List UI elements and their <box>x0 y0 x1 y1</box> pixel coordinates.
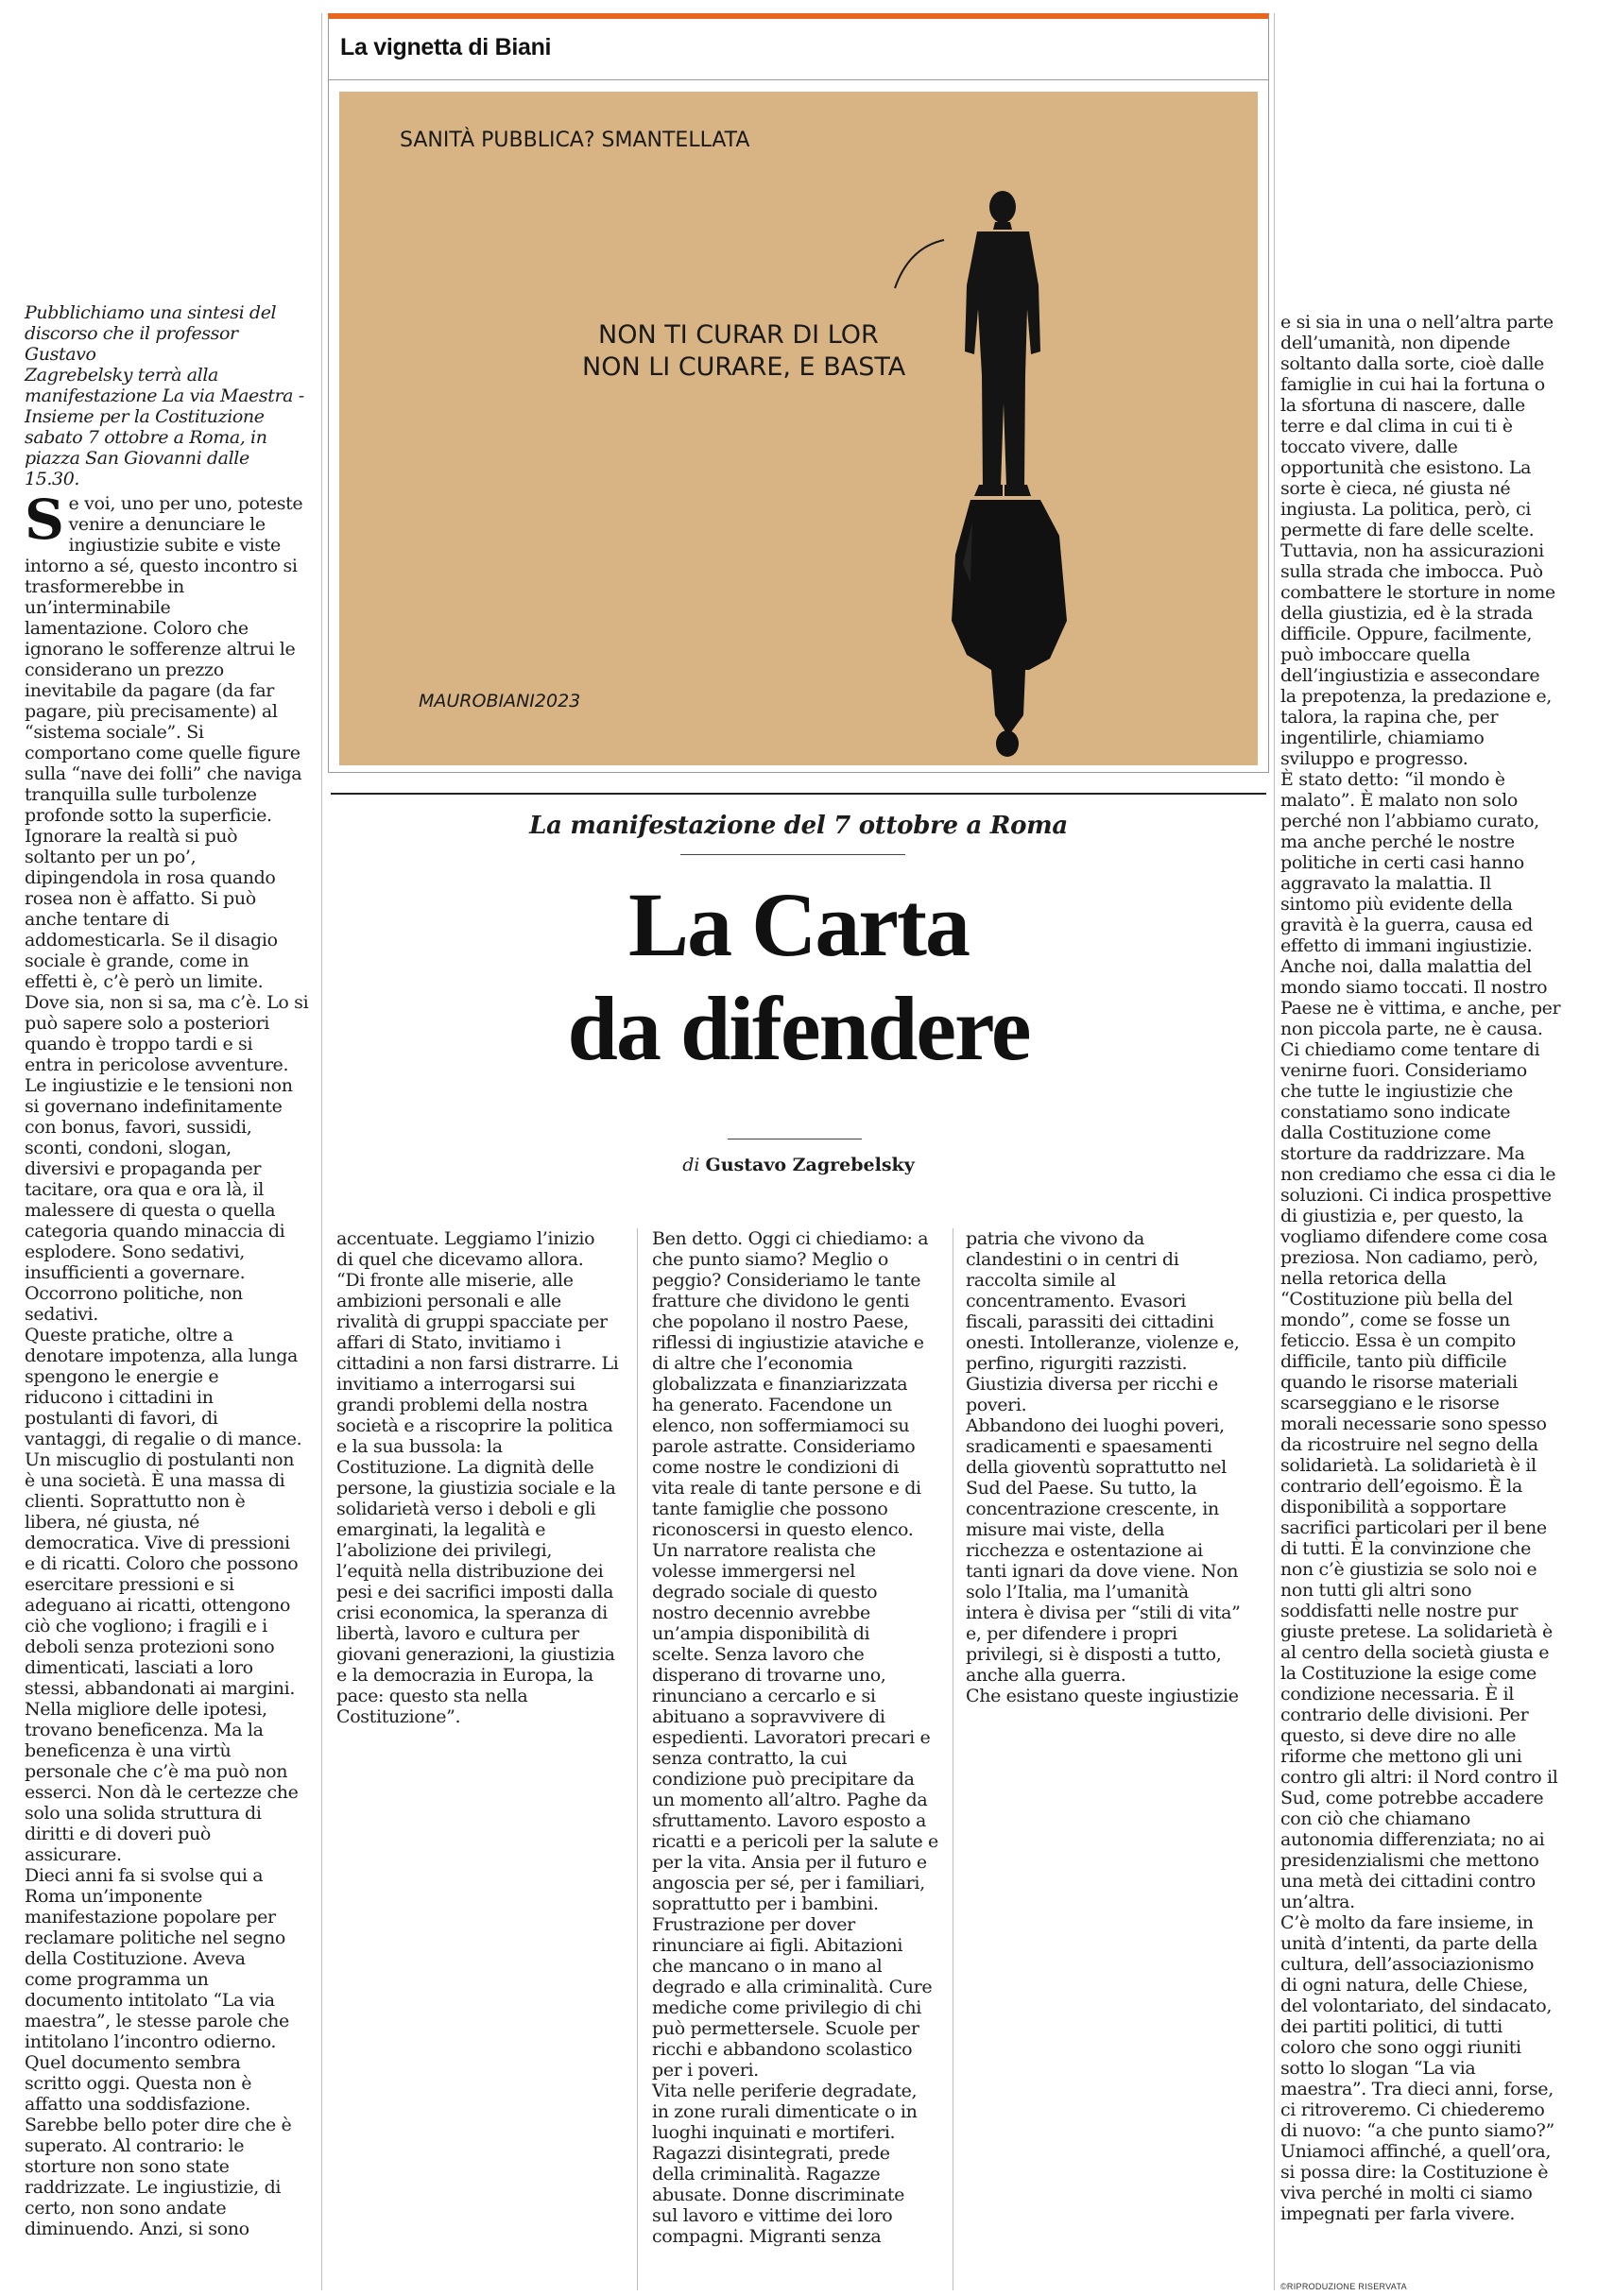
byline-prefix: di <box>682 1155 700 1175</box>
headline-top-rule <box>331 793 1266 795</box>
column-divider-1 <box>637 1228 638 2290</box>
cartoon-caption: SANITÀ PUBBLICA? SMANTELLATA <box>400 129 750 152</box>
column-divider-left <box>321 13 322 2290</box>
cartoon-background <box>339 92 1258 765</box>
copyright-note: ©RIPRODUZIONE RISERVATA <box>1280 2282 1407 2291</box>
drop-cap: S <box>25 488 64 552</box>
body-column-4: patria che vivono da clandestini o in centri di raccolta simile al concentramento. Evasori fiscali, parassiti dei cittadini onesti. Intolleranze, violenze e, perfino, rigurgiti razzisti. Giustizia diversa per ricchi e poveri. Abbandono dei luoghi poveri, sradicamenti e spaesamenti della gioventù soprattutto nel Sud del Paese. Su tutto, la concentrazione crescente, in misure mai viste, della ricchezza e ostentazione ai tanti ignari da dove viene. Non solo l’Italia, ma l’umanità intera è divisa per “stili di vita” e, per difendere i propri privilegi, si è disposti a tutto, anche alla guerra. Che esistano queste ingiustizie <box>966 1228 1241 1706</box>
cartoon-box <box>328 13 1269 773</box>
body-column-1 <box>25 488 318 2239</box>
cartoon-image <box>339 92 1258 765</box>
cartoon-speech-line-1: NON TI CURAR DI LOR <box>598 320 879 350</box>
headline: La Carta da difendere <box>567 874 1030 1079</box>
column-divider-right <box>1274 13 1275 2290</box>
byline <box>331 1155 1266 1175</box>
intro-note: Pubblichiamo una sintesi del discorso che il professor Gustavo Zagrebelsky terrà alla manifestazione La via Maestra - Insieme per la Costituzione sabato 7 ottobre a Roma, in piazza San Giovanni dalle 15.30. <box>25 302 304 489</box>
body-column-3: Ben detto. Oggi ci chiediamo: a che punto siamo? Meglio o peggio? Consideriamo le tante fratture che dividono le genti che popolano il nostro Paese, riflessi di ingiustizie ataviche e di altre che l’economia globalizzata e finanziarizzata ha generato. Facendone un elenco, non soffermiamoci su parole astratte. Consideriamo come nostre le condizioni di vita reale di tante persone e di tante famiglie che possono riconoscersi in questo elenco. Un narratore realista che volesse immergersi nel degrado sociale di questo nostro decennio avrebbe un’ampia disponibilità di scelte. Senza lavoro che disperano di trovarne uno, rinunciano a cercarlo e si abituano a sopravvivere di espedienti. Lavoratori precari e senza contratto, la cui condizione può precipitare da un momento all’altro. Paghe da sfruttamento. Lavoro esposto a ricatti e a pericoli per la salute e per la vita. Ansia per il futuro e angoscia per sé, per i familiari, soprattutto per i bambini. Frustrazione per dover rinunciare ai figli. Abitazioni che mancano o in mano al degrado e alla criminalità. Cure mediche come privilegio di chi può permettersele. Scuole per ricchi e abbandono scolastico per i poveri. Vita nelle periferie degradate, in zone rurali dimenticate o in luoghi inquinati e mortiferi. Ragazzi disintegrati, prede della criminalità. Ragazze abusate. Donne discriminate sul lavoro e vittime dei loro compagni. Migranti senza <box>652 1228 938 2247</box>
byline-author: Gustavo Zagrebelsky <box>705 1155 915 1175</box>
body-column-5: e si sia in una o nell’altra parte dell’umanità, non dipende soltanto dalla sorte, cioè dalle famiglie in cui hai la fortuna o la sfortuna di nascere, dalle terre e dal clima in cui ti è toccato vivere, dalle opportunità che esistono. La sorte è cieca, né giusta né ingiusta. La politica, però, ci permette di fare delle scelte. Tuttavia, non ha assicurazioni sulla strada che imbocca. Può combattere le storture in nome della giustizia, ed è la strada difficile. Oppure, facilmente, può imboccare quella dell’ingiustizia e assecondare la prepotenza, la predazione e, talora, la rapina che, per ingentilirle, chiamiamo sviluppo e progresso. È stato detto: “il mondo è malato”. È malato non solo perché non l’abbiamo curato, ma anche perché le nostre politiche in certi casi hanno aggravato la malattia. Il sintomo più evidente della gravità è la guerra, causa ed effetto di immani ingiustizie. Anche noi, dalla malattia del mondo siamo toccati. Il nostro Paese ne è vittima, e anche, per non piccola parte, ne è causa. Ci chiediamo come tentare di venirne fuori. Consideriamo che tutte le ingiustizie che constatiamo sono indicate dalla Costituzione come storture da raddrizzare. Ma non crediamo che essa ci dia le soluzioni. Ci indica prospettive di giustizia e, per questo, la vogliamo difendere come cosa preziosa. Non cadiamo, però, nella retorica della “Costituzione più bella del mondo”, come se fosse un feticcio. Essa è un compito difficile, tanto più difficile quando le risorse materiali scarseggiano e le risorse morali necessarie sono spesso da ricostruire nel segno della solidarietà. La solidarietà è il contrario dell’egoismo. È la disponibilità a sopportare sacrifici particolari per il bene di tutti. È la convinzione che non c’è giustizia se solo noi e non tutti gli altri sono soddisfatti nelle nostre pur giuste pretese. La solidarietà è al centro della società giusta e la Costituzione la esige come condizione necessaria. È il contrario delle divisioni. Per questo, si deve dire no alle riforme che mettono gli uni contro gli altri: il Nord contro il Sud, come potrebbe accadere con ciò che chiamano autonomia differenziata; no ai presidenzialismi che mettono una metà dei cittadini contro un’altra. C’è molto da fare insieme, in unità d’intenti, da parte della cultura, dell’associazionismo di ogni natura, delle Chiese, del volontariato, del sindacato, dei partiti politici, di tutti coloro che sono oggi riuniti sotto lo slogan “La via maestra”. Tra dieci anni, forse, ci ritroveremo. Ci chiederemo di nuovo: “a che punto siamo?” Uniamoci affinché, a quell’ora, si possa dire: la Costituzione è viva perché in molti ci siamo impegnati per farla vivere. <box>1280 312 1561 2224</box>
cartoon-box-rule <box>329 79 1268 80</box>
kicker-rule <box>680 854 905 855</box>
body-column-1-text: e voi, uno per uno, poteste venire a denunciare le ingiustizie subite e viste intorno a sé, questo incontro si trasformerebbe in un’interminabile lamentazione. Coloro che ignorano le sofferenze altrui le considerano un prezzo inevitabile da pagare (da far pagare, più precisamente) al “sistema sociale”. Si comportano come quelle figure sulla “nave dei folli” che naviga tranquilla sulle turbolenze profonde sotto la superficie. Ignorare la realtà si può soltanto per un po’, dipingendola in rosa quando rosea non è affatto. Si può anche tentare di addomesticarla. Se il disagio sociale è grande, come in effetti è, c’è però un limite. Dove sia, non si sa, ma c’è. Lo si può sapere solo a posteriori quando è troppo tardi e si entra in pericolose avventure. Le ingiustizie e le tensioni non si governano indefinitamente con bonus, favori, sussidi, sconti, condoni, slogan, diversivi e propaganda per tacitare, ora qua e ora là, il malessere di questa o quella categoria quando minaccia di esplodere. Sono sedativi, insufficienti a governare. Occorrono politiche, non sedativi. Queste pratiche, oltre a denotare impotenza, alla lunga spengono le energie e riducono i cittadini in postulanti di favori, di vantaggi, di regalie o di mance. Un miscuglio di postulanti non è una società. È una massa di clienti. Soprattutto non è libera, né giusta, né democratica. Vive di pressioni e di ricatti. Coloro che possono esercitare pressioni e si adeguano ai ricatti, ottengono ciò che vogliono; i fragili e i deboli senza protezioni sono dimenticati, lasciati a loro stessi, abbandonati ai margini. Nella migliore delle ipotesi, trovano beneficenza. Ma la beneficenza è una virtù personale che c’è ma può non esserci. Non dà le certezze che solo una solida struttura di diritti e di doveri può assicurare. Dieci anni fa si svolse qui a Roma un’imponente manifestazione popolare per reclamare politiche nel segno della Costituzione. Aveva come programma un documento intitolato “La via maestra”, le stesse parole che intitolano l’incontro odierno. Quel documento sembra scritto oggi. Questa non è affatto una soddisfazione. Sarebbe bello poter dire che è superato. Al contrario: le storture non sono state raddrizzate. Le ingiustizie, di certo, non sono andate diminuendo. Anzi, si sono <box>25 493 309 2239</box>
kicker: La manifestazione del 7 ottobre a Roma <box>529 812 1068 840</box>
cartoon-signature: MAUROBIANI2023 <box>419 691 581 711</box>
cartoon-speech-line-2: NON LI CURARE, E BASTA <box>582 352 906 382</box>
body-column-2: accentuate. Leggiamo l’inizio di quel che dicevamo allora. “Di fronte alle miserie, alle ambizioni personali e alle rivalità di gruppi spacciate per affari di Stato, invitiamo i cittadini a non farsi distrarre. Li invitiamo a interrogarsi sui grandi problemi della nostra società e a riscoprire la politica e la sua bussola: la Costituzione. La dignità delle persone, la giustizia sociale e la solidarietà verso i deboli e gli emarginati, la legalità e l’abolizione dei privilegi, l’equità nella distribuzione dei pesi e dei sacrifici imposti dalla crisi economica, la speranza di libertà, lavoro e cultura per giovani generazioni, la giustizia e la democrazia in Europa, la pace: questo sta nella Costituzione”. <box>336 1228 619 1727</box>
cartoon-box-title: La vignetta di Biani <box>340 34 552 60</box>
